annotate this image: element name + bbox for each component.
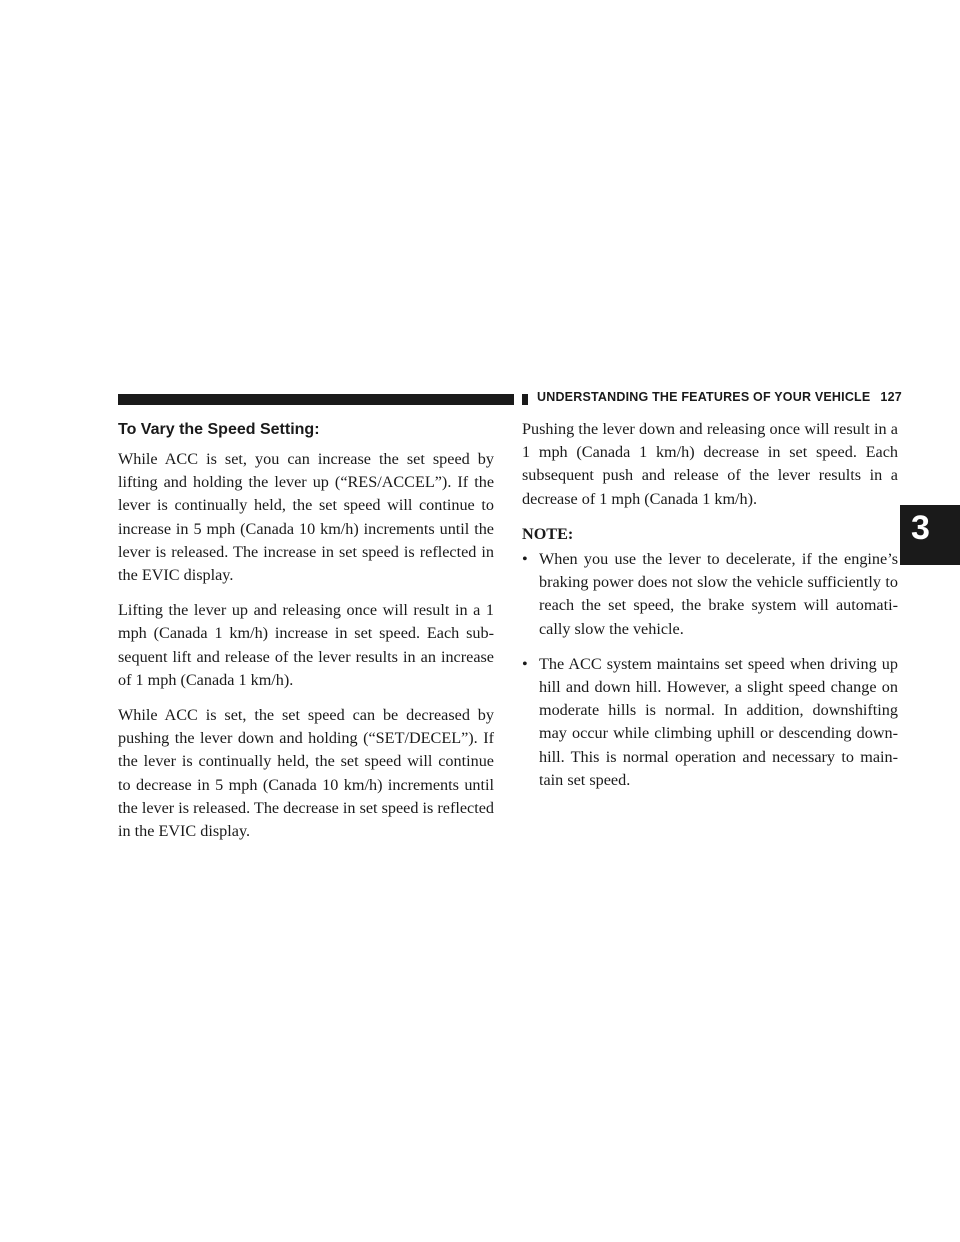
bullet-icon: • xyxy=(522,550,528,569)
paragraph: Pushing the lever down and releasing once will result in a 1 mph (Canada 1 km/h) decrease in set speed. Each subsequent push and release of the lever results in a decrease of 1 mph (Canada 1 km/h). xyxy=(522,420,898,508)
paragraph: Lifting the lever up and releasing once will result in a 1 mph (Canada 1 km/h) increase in set speed. Each sub-sequent lift and release of the lever results in an increase of 1 mph (Canada 1 km/h). xyxy=(118,601,494,689)
list-item-text: The ACC system maintains set speed when driving up hill and down hill. However, a slight speed change on moderate hills is normal. In addition, downshifting may occur while climbing uphill or descending down-hill. This is normal operation and necessary to main-tain set speed. xyxy=(539,654,898,789)
left-column xyxy=(118,418,494,855)
paragraph: While ACC is set, you can increase the set speed by lifting and holding the lever up (“RES/ACCEL”). If the lever is continually held, the set speed will continue to increase in 5 mph (Canada 10 km/h) increments until the lever is released. The increase in set speed is reflected in the EVIC display. xyxy=(118,450,494,585)
chapter-tab xyxy=(900,505,960,565)
bullet-icon: • xyxy=(522,654,528,673)
running-head xyxy=(537,390,902,404)
running-title: UNDERSTANDING THE FEATURES OF YOUR VEHICLE xyxy=(537,390,871,404)
right-column xyxy=(522,418,898,804)
header-rule-left xyxy=(118,394,514,405)
list-item-text: When you use the lever to decelerate, if the engine’s braking power does not slow the vehicle sufficiently to reach the set speed, the brake system will automati-cally slow the vehicle. xyxy=(539,550,898,638)
page-number: 127 xyxy=(880,390,902,404)
note-label: NOTE: xyxy=(522,524,574,543)
header-rule-marker xyxy=(522,394,528,405)
section-heading: To Vary the Speed Setting: xyxy=(118,421,320,438)
list-item xyxy=(522,548,898,641)
chapter-number: 3 xyxy=(911,509,930,547)
paragraph: While ACC is set, the set speed can be decreased by pushing the lever down and holding (“SET/DECEL”). If the lever is continually held, the set speed will continue to decrease in 5 mph (Canada 10 km/h) increments until the lever is released. The decrease in set speed is reflected in the EVIC display. xyxy=(118,706,494,841)
list-item xyxy=(522,653,898,792)
